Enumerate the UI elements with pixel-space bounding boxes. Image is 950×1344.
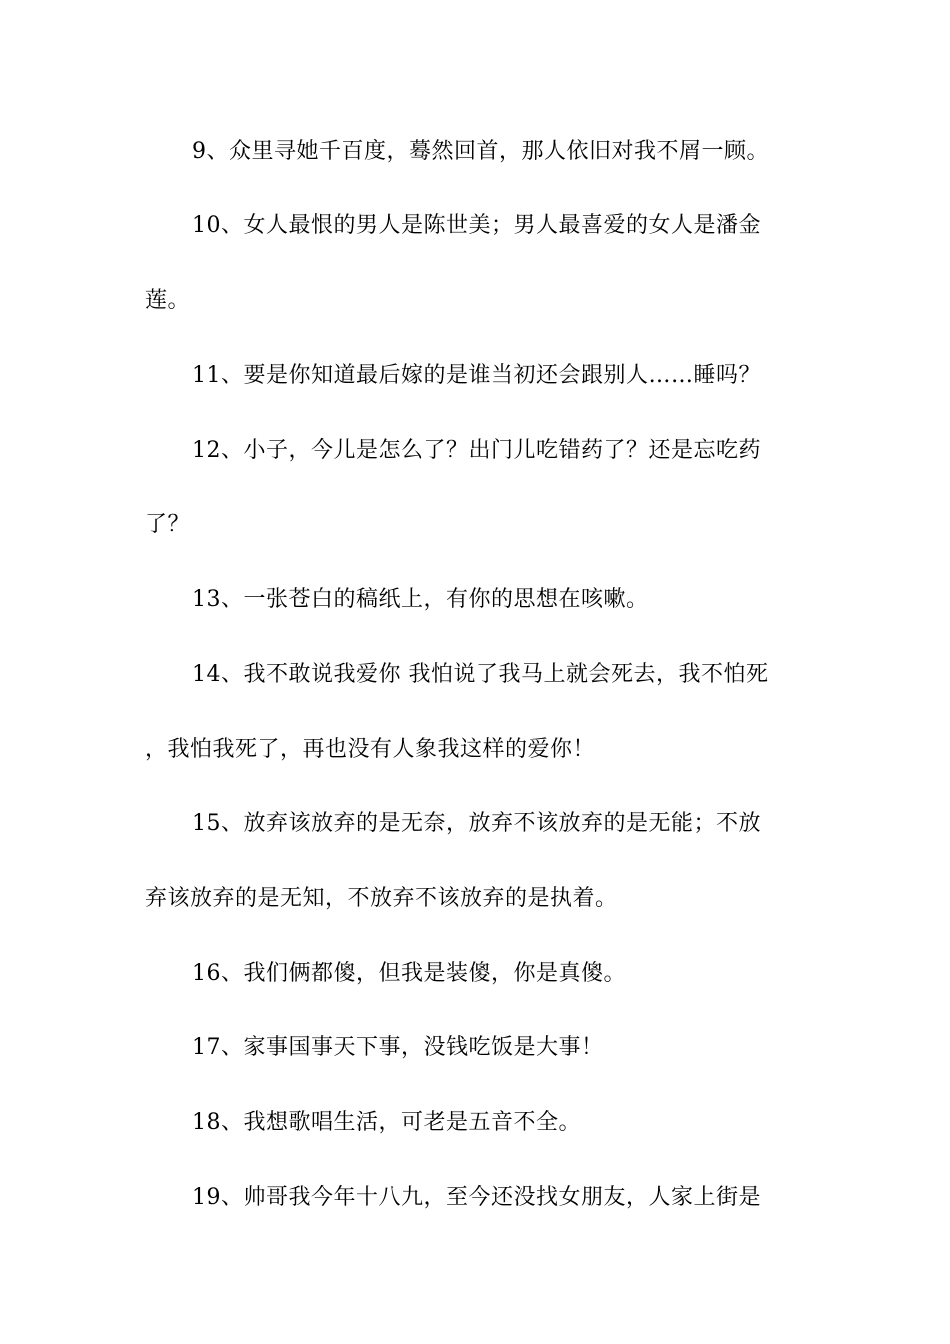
text-line-item-15-cont: 弃该放弃的是无知，不放弃不该放弃的是执着。 xyxy=(145,886,618,911)
text-line-item-18: 18、我想歌唱生活，可老是五音不全。 xyxy=(192,1110,581,1135)
text-line-item-12-cont: 了？ xyxy=(145,512,191,537)
text-line-item-14-cont: ，我怕我死了，再也没有人象我这样的爱你！ xyxy=(145,737,596,762)
text-line-item-14: 14、我不敢说我爱你 我怕说了我马上就会死去，我不怕死 xyxy=(192,662,769,687)
text-line-item-15: 15、放弃该放弃的是无奈，放弃不该放弃的是无能；不放 xyxy=(192,811,761,836)
text-line-item-17: 17、家事国事天下事，没钱吃饭是大事！ xyxy=(192,1035,604,1060)
text-line-item-12: 12、小子，今儿是怎么了？出门儿吃错药了？还是忘吃药 xyxy=(192,438,761,463)
text-line-item-10: 10、女人最恨的男人是陈世美；男人最喜爱的女人是潘金 xyxy=(192,213,761,238)
text-line-item-11: 11、要是你知道最后嫁的是谁当初还会跟别人……睡吗？ xyxy=(192,363,761,388)
text-line-item-10-cont: 莲。 xyxy=(145,288,191,313)
text-line-item-13: 13、一张苍白的稿纸上，有你的思想在咳嗽。 xyxy=(192,587,649,612)
text-line-item-16: 16、我们俩都傻，但我是装傻，你是真傻。 xyxy=(192,961,626,986)
text-line-item-19: 19、帅哥我今年十八九，至今还没找女朋友，人家上街是 xyxy=(192,1185,761,1210)
text-line-item-9: 9、众里寻她千百度，蓦然回首，那人依旧对我不屑一顾。 xyxy=(192,139,769,164)
